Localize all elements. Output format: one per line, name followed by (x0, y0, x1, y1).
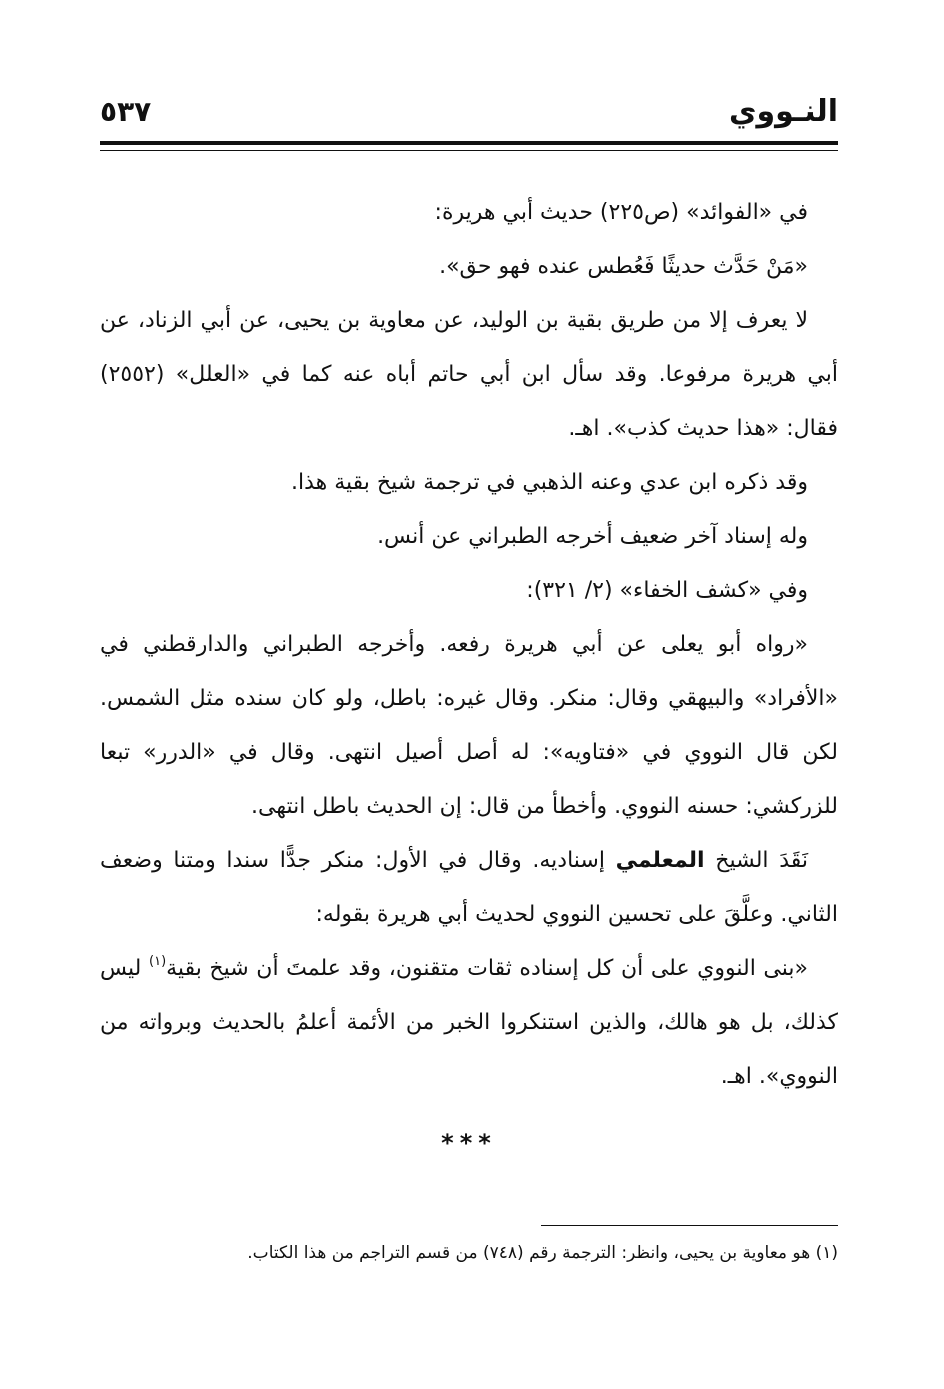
paragraph: لا يعرف إلا من طريق بقية بن الوليد، عن معاوية بن يحيى، عن أبي الزناد، عن أبي هريرة مرفوعا. وقد سأل ابن أبي حاتم أباه عنه كما في «العلل» (٢٥٥٢) فقال: «هذا حديث كذب». اهـ. (100, 308, 838, 441)
critique-name: المعلمي (615, 848, 705, 873)
paragraph: «رواه أبو يعلى عن أبي هريرة رفعه. وأخرجه الطبراني والدارقطني في «الأفراد» والبيهقي وقال: منكر. وقال غيره: باطل، ولو كان سنده مثل الشمس. لكن قال النووي في «فتاويه»: له أصل أصيل انتهى. وقال في «الدرر» تبعا للزركشي: حسنه النووي. وأخطأ من قال: إن الحديث باطل انتهى. (100, 632, 838, 819)
page-header (100, 92, 838, 136)
quote-before: «بنى النووي على أن كل إسناده ثقات متقنون، وقد علمتَ أن شيخ بقية (166, 956, 808, 981)
page-number: ٥٣٧ (100, 95, 152, 128)
critique-paragraph (100, 834, 838, 942)
header-rule-thin (100, 150, 838, 151)
paragraph: وله إسناد آخر ضعيف أخرجه الطبراني عن أنس. (377, 524, 808, 549)
paragraph: وقد ذكره ابن عدي وعنه الذهبي في ترجمة شيخ بقية هذا. (291, 470, 808, 495)
paragraph: «مَنْ حَدَّث حديثًا فَعُطس عنده فهو حق». (439, 254, 808, 279)
critique-after: إسناديه. وقال في الأول: منكر جدًّا سندا ومتنا وضعف الثاني. وعلَّقَ على تحسين النووي لحديث أبي هريرة بقوله: (100, 848, 838, 927)
running-title: النـووي (729, 94, 838, 129)
critique-before: نَقَدَ الشيخ (715, 848, 809, 873)
paragraph: وفي «كشف الخفاء» (٢/ ٣٢١): (526, 578, 808, 603)
quote-paragraph (100, 942, 838, 1104)
footnote-reference: (١) (149, 954, 167, 969)
footnote-rule (541, 1225, 838, 1226)
footnote: (١) هو معاوية بن يحيى، وانظر: الترجمة رقم (٧٤٨) من قسم التراجم من هذا الكتاب. (247, 1243, 838, 1263)
quote-after: ليس كذلك، بل هو هالك، والذين استنكروا الخبر من الأئمة أعلمُ بالحديث وبرواته من النووي». اهـ. (100, 956, 838, 1089)
body-text (100, 186, 838, 1170)
section-separator: *** (441, 1129, 497, 1157)
header-rule-thick (100, 141, 838, 145)
paragraph: في «الفوائد» (ص٢٢٥) حديث أبي هريرة: (434, 200, 808, 225)
